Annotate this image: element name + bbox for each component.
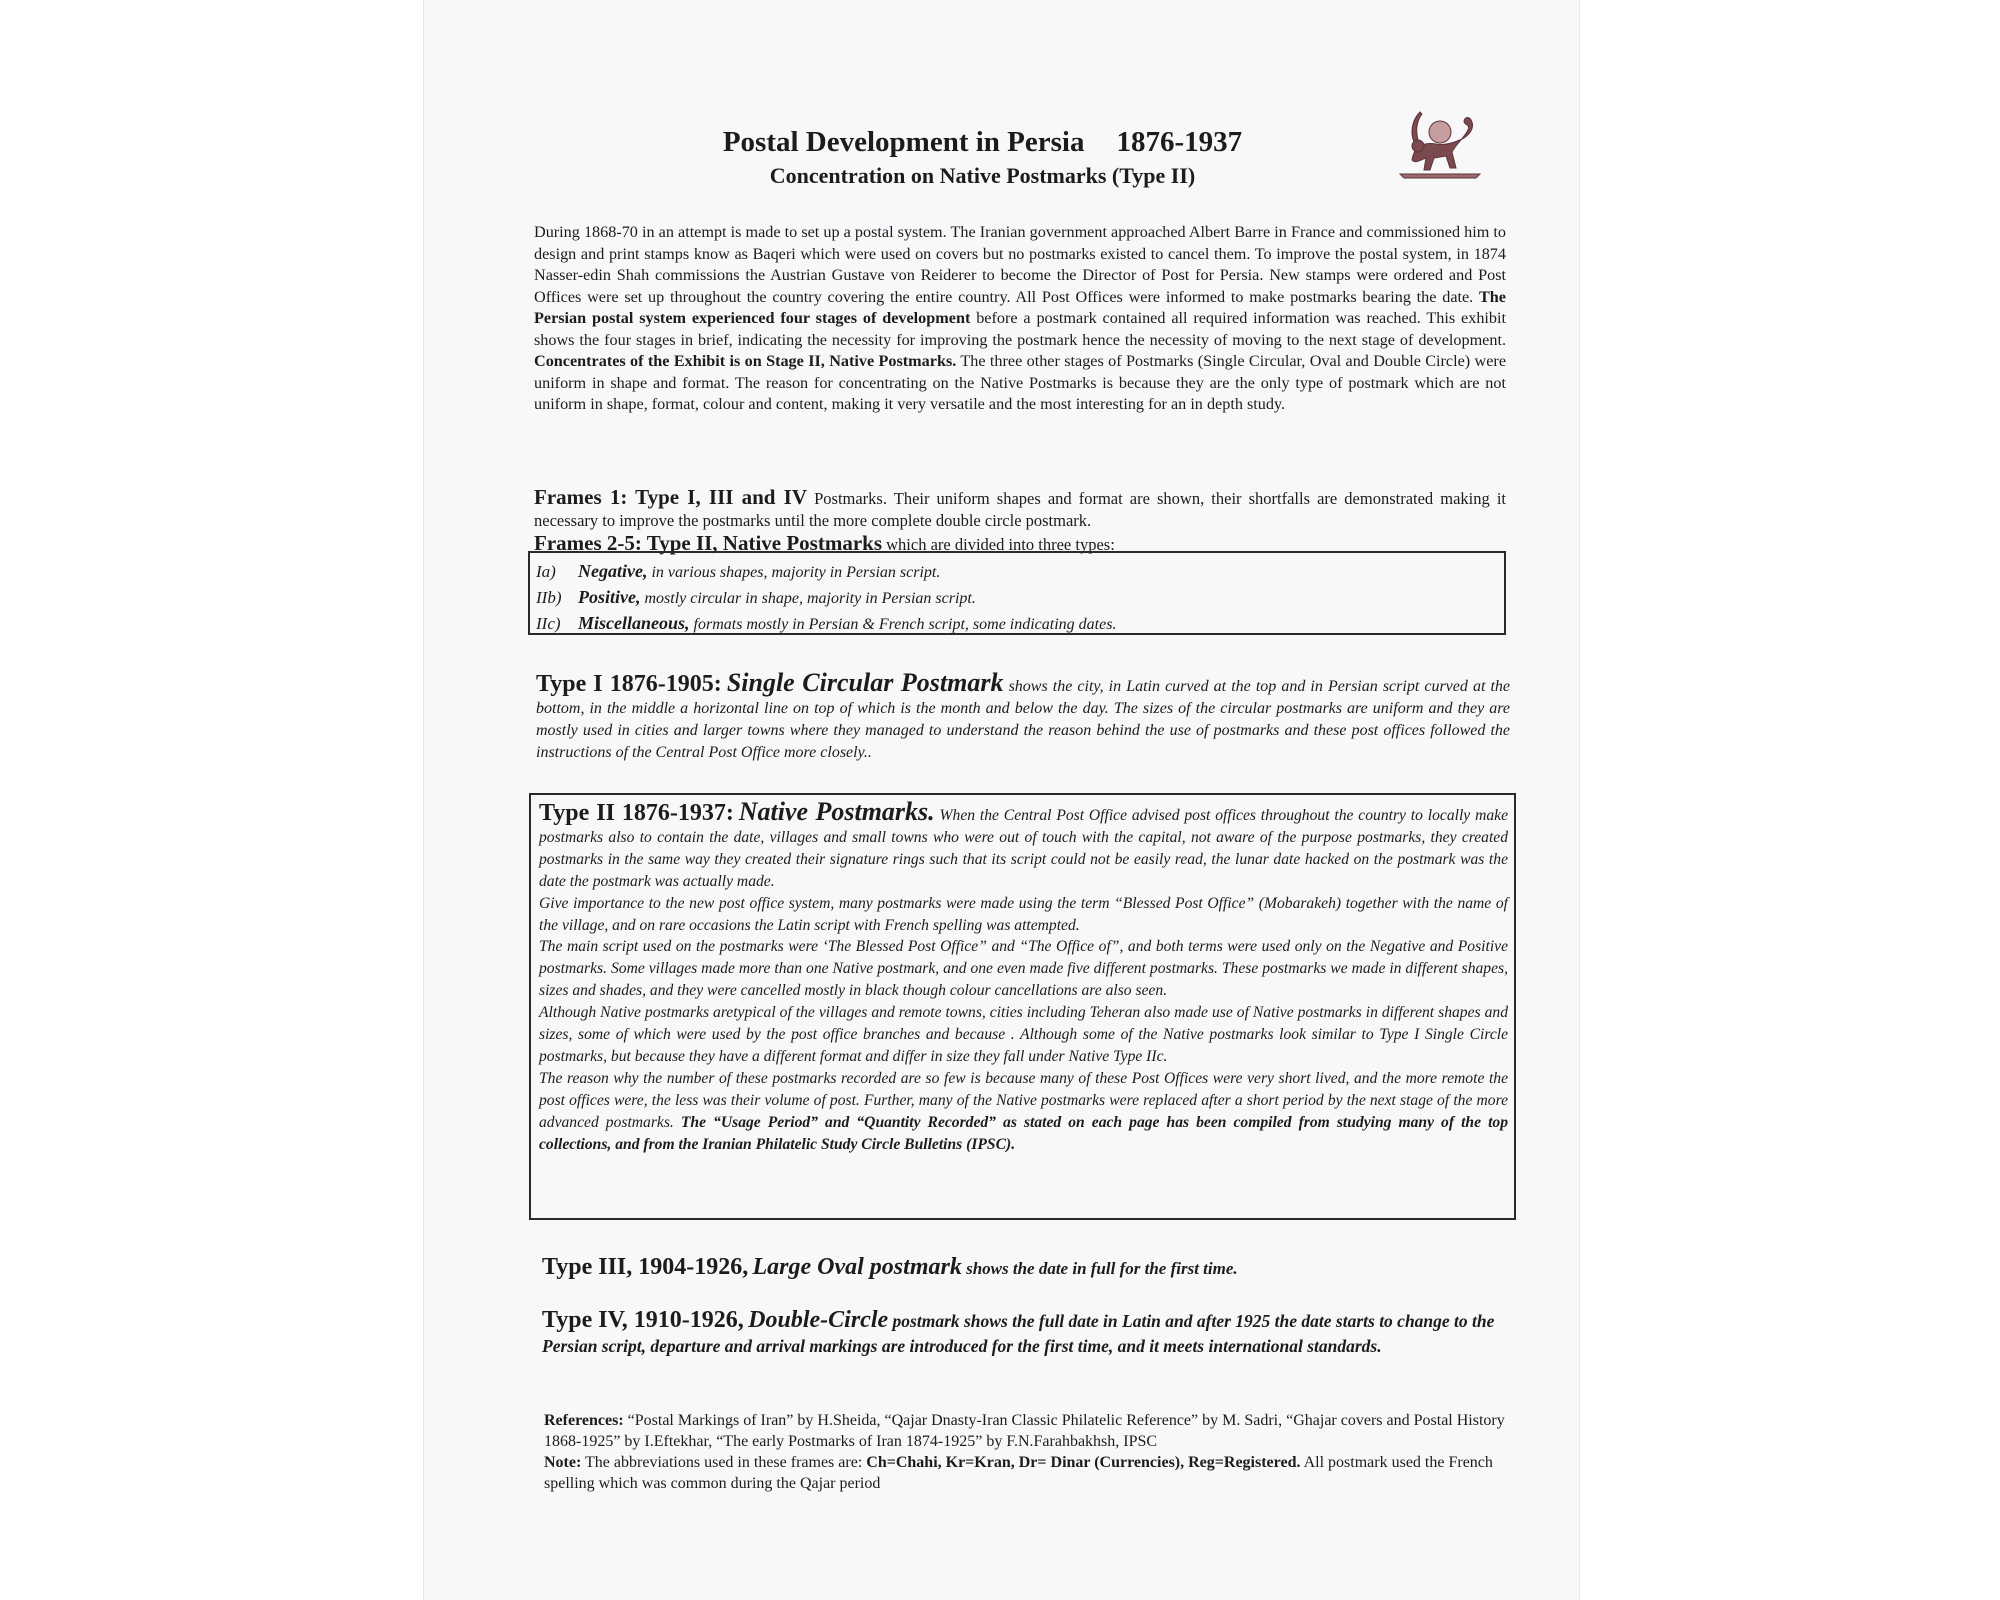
type-1-name: Single Circular Postmark — [726, 668, 1004, 697]
type-name: Negative, — [578, 561, 648, 581]
note-bold: Ch=Chahi, Kr=Kran, Dr= Dinar (Currencies), Reg=Registered. — [866, 1454, 1301, 1471]
page-subtitle: Concentration on Native Postmarks (Type II) — [769, 163, 1196, 188]
frames-1-label: Frames 1: Type I, III and IV — [534, 485, 808, 509]
note-label: Note: — [544, 1454, 582, 1471]
type-2-para-3: The main script used on the postmarks were ‘The Blessed Post Office” and “The Office of”, and both terms were used only on the Negative and Positive postmarks. Some villages made more than one Native postmark, and one even made five different postmarks. These postmarks we made in different shapes, sizes and shades, and they were cancelled mostly in black though colour cancellations are also seen. — [539, 938, 1508, 1000]
type-4-label: Type IV, 1910-1926, — [542, 1307, 744, 1333]
type-2-box — [529, 793, 1516, 1220]
intro-text-1: During 1868-70 in an attempt is made to set up a postal system. The Iranian government approached Albert Barre in France and commissioned him to design and print stamps know as Baqeri which were used on covers but no postmarks existed to cancel them. To improve the postal system, in 1874 Nasser-edin Shah commissions the Austrian Gustave von Reiderer to become the Director of Post for Persia. New stamps were ordered and Post Offices were set up throughout the country covering the entire country. All Post Offices were informed to make postmarks bearing the date. — [534, 223, 1506, 306]
type-1-text: shows the city, in Latin curved at the top and in Persian script curved at the bottom, in the middle a horizontal line on top of which is the month and below the day. The sizes of the circular postmarks are uniform and they are mostly used in cities and larger towns where they managed to understand the reason behind the use of postmarks and these post offices followed the instructions of the Central Post Office more closely.. — [536, 678, 1511, 761]
list-item — [536, 585, 1504, 611]
frames-2-label: Frames 2-5: Type II, Native Postmarks — [534, 531, 883, 555]
lion-and-sun-emblem-icon — [1394, 102, 1486, 180]
type-3-name: Large Oval postmark — [752, 1254, 962, 1280]
intro-text-3: This exhibit shows the four stages in brief, indicating the necessity for improving the postmark hence the necessity of moving to the next stage of development. — [534, 309, 1507, 349]
type-1-section — [536, 668, 1511, 764]
frames-2-text: which are divided into three types: — [886, 535, 1115, 554]
frames-1-text: Postmarks. Their uniform shapes and format are shown, their shortfalls are demonstrated making it necessary to improve the postmarks until the more complete double circle postmark. — [534, 489, 1506, 530]
native-types-box — [528, 551, 1506, 635]
intro-text-2: before a postmark contained all required information was reached. — [976, 309, 1421, 327]
title-text: Postal Development in Persia — [722, 126, 1085, 158]
title-years: 1876-1937 — [1116, 126, 1243, 158]
type-3-section — [542, 1254, 1522, 1281]
note-tail: All postmark used the French spelling which was common during the Qajar period — [544, 1454, 1493, 1492]
intro-text-4: The three other stages of Postmarks (Single Circular, Oval and Double Circle) were uniform in shape and format. The reason for concentrating on the Native Postmarks is because they are the only type of postmark which are not uniform in shape, format, colour and content, making it very versatile and the most interesting for an in depth study. — [534, 352, 1506, 413]
references-label: References: — [544, 1412, 624, 1429]
type-code: IIb) — [536, 588, 562, 607]
type-desc: formats mostly in Persian & French script, some indicating dates. — [693, 616, 1117, 633]
list-item — [536, 559, 1504, 585]
note-text: The abbreviations used in these frames are: — [585, 1454, 863, 1471]
type-4-text: postmark shows the full date in Latin and after 1925 the date starts to change to the Persian script, departure and arrival markings are introduced for the first time, and it meets international standards. — [542, 1311, 1495, 1356]
type-2-para-4: Although Native postmarks aretypical of the villages and remote towns, cities including Teheran also made use of Native postmarks in different shapes and sizes, some of which were used by the post office branches and because . Although some of the Native postmarks look similar to Type I Single Circle postmarks, but because they have a different format and differ in size they fall under Native Type IIc. — [539, 1004, 1508, 1065]
intro-paragraph — [534, 222, 1506, 416]
type-3-text: shows the date in full for the first time. — [966, 1259, 1238, 1278]
type-code: IIc) — [536, 614, 561, 633]
type-2-label: Type II 1876-1937: — [539, 800, 734, 826]
references-text: “Postal Markings of Iran” by H.Sheida, “Qajar Dnasty-Iran Classic Philatelic Reference” by M. Sadri, “Ghajar covers and Postal History 1868-1925” by I.Eftekhar, “The early Postmarks of Iran 1874-1925” by F.N.Farahbakhsh, IPSC — [544, 1412, 1505, 1450]
type-name: Positive, — [578, 587, 641, 607]
type-4-section — [542, 1308, 1522, 1359]
frames-section — [534, 486, 1506, 556]
type-1-label: Type I 1876-1905: — [536, 671, 722, 697]
intro-bold-1: The Persian postal system experienced four stages of development — [534, 287, 1506, 327]
type-2-para-1: When the Central Post Office advised post offices throughout the country to locally make postmarks also to contain the date, villages and small towns who were out of touch with the capital, not aware of the purpose postmarks, they created postmarks in the same way they created their signature rings such that its script could not be easily read, the lunar date hacked on the postmark was the date the postmark was actually made. — [539, 807, 1508, 890]
type-4-name: Double-Circle — [748, 1307, 889, 1333]
list-item — [536, 611, 1504, 637]
type-desc: in various shapes, majority in Persian script. — [651, 564, 941, 581]
type-2-para-5: The reason why the number of these postmarks recorded are so few is because many of these Post Offices were very short lived, and the more remote the post offices were, the less was their volume of post. Further, many of the Native postmarks were replaced after a short period by the next stage of the more advanced postmarks. — [539, 1069, 1508, 1131]
intro-bold-2: Concentrates of the Exhibit is on Stage II, Native Postmarks. — [534, 352, 957, 370]
type-2-para-5-bold: The “Usage Period” and “Quantity Recorded” as stated on each page has been compiled from studying many of the top collections, and from the Iranian Philatelic Study Circle Bulletins (IPSC). — [539, 1113, 1509, 1153]
type-2-name: Native Postmarks. — [738, 797, 935, 826]
type-desc: mostly circular in shape, majority in Persian script. — [644, 590, 976, 607]
references-section — [544, 1410, 1522, 1494]
type-name: Miscellaneous, — [578, 613, 690, 633]
type-code: Ia) — [536, 562, 556, 581]
document-page — [423, 0, 1580, 1600]
type-2-para-2: Give importance to the new post office system, many postmarks were made using the term “Blessed Post Office” (Mobarakeh) together with the name of the village, and on rare occasions the Latin script with French spelling was attempted. — [539, 894, 1508, 934]
type-3-label: Type III, 1904-1926, — [542, 1254, 749, 1280]
